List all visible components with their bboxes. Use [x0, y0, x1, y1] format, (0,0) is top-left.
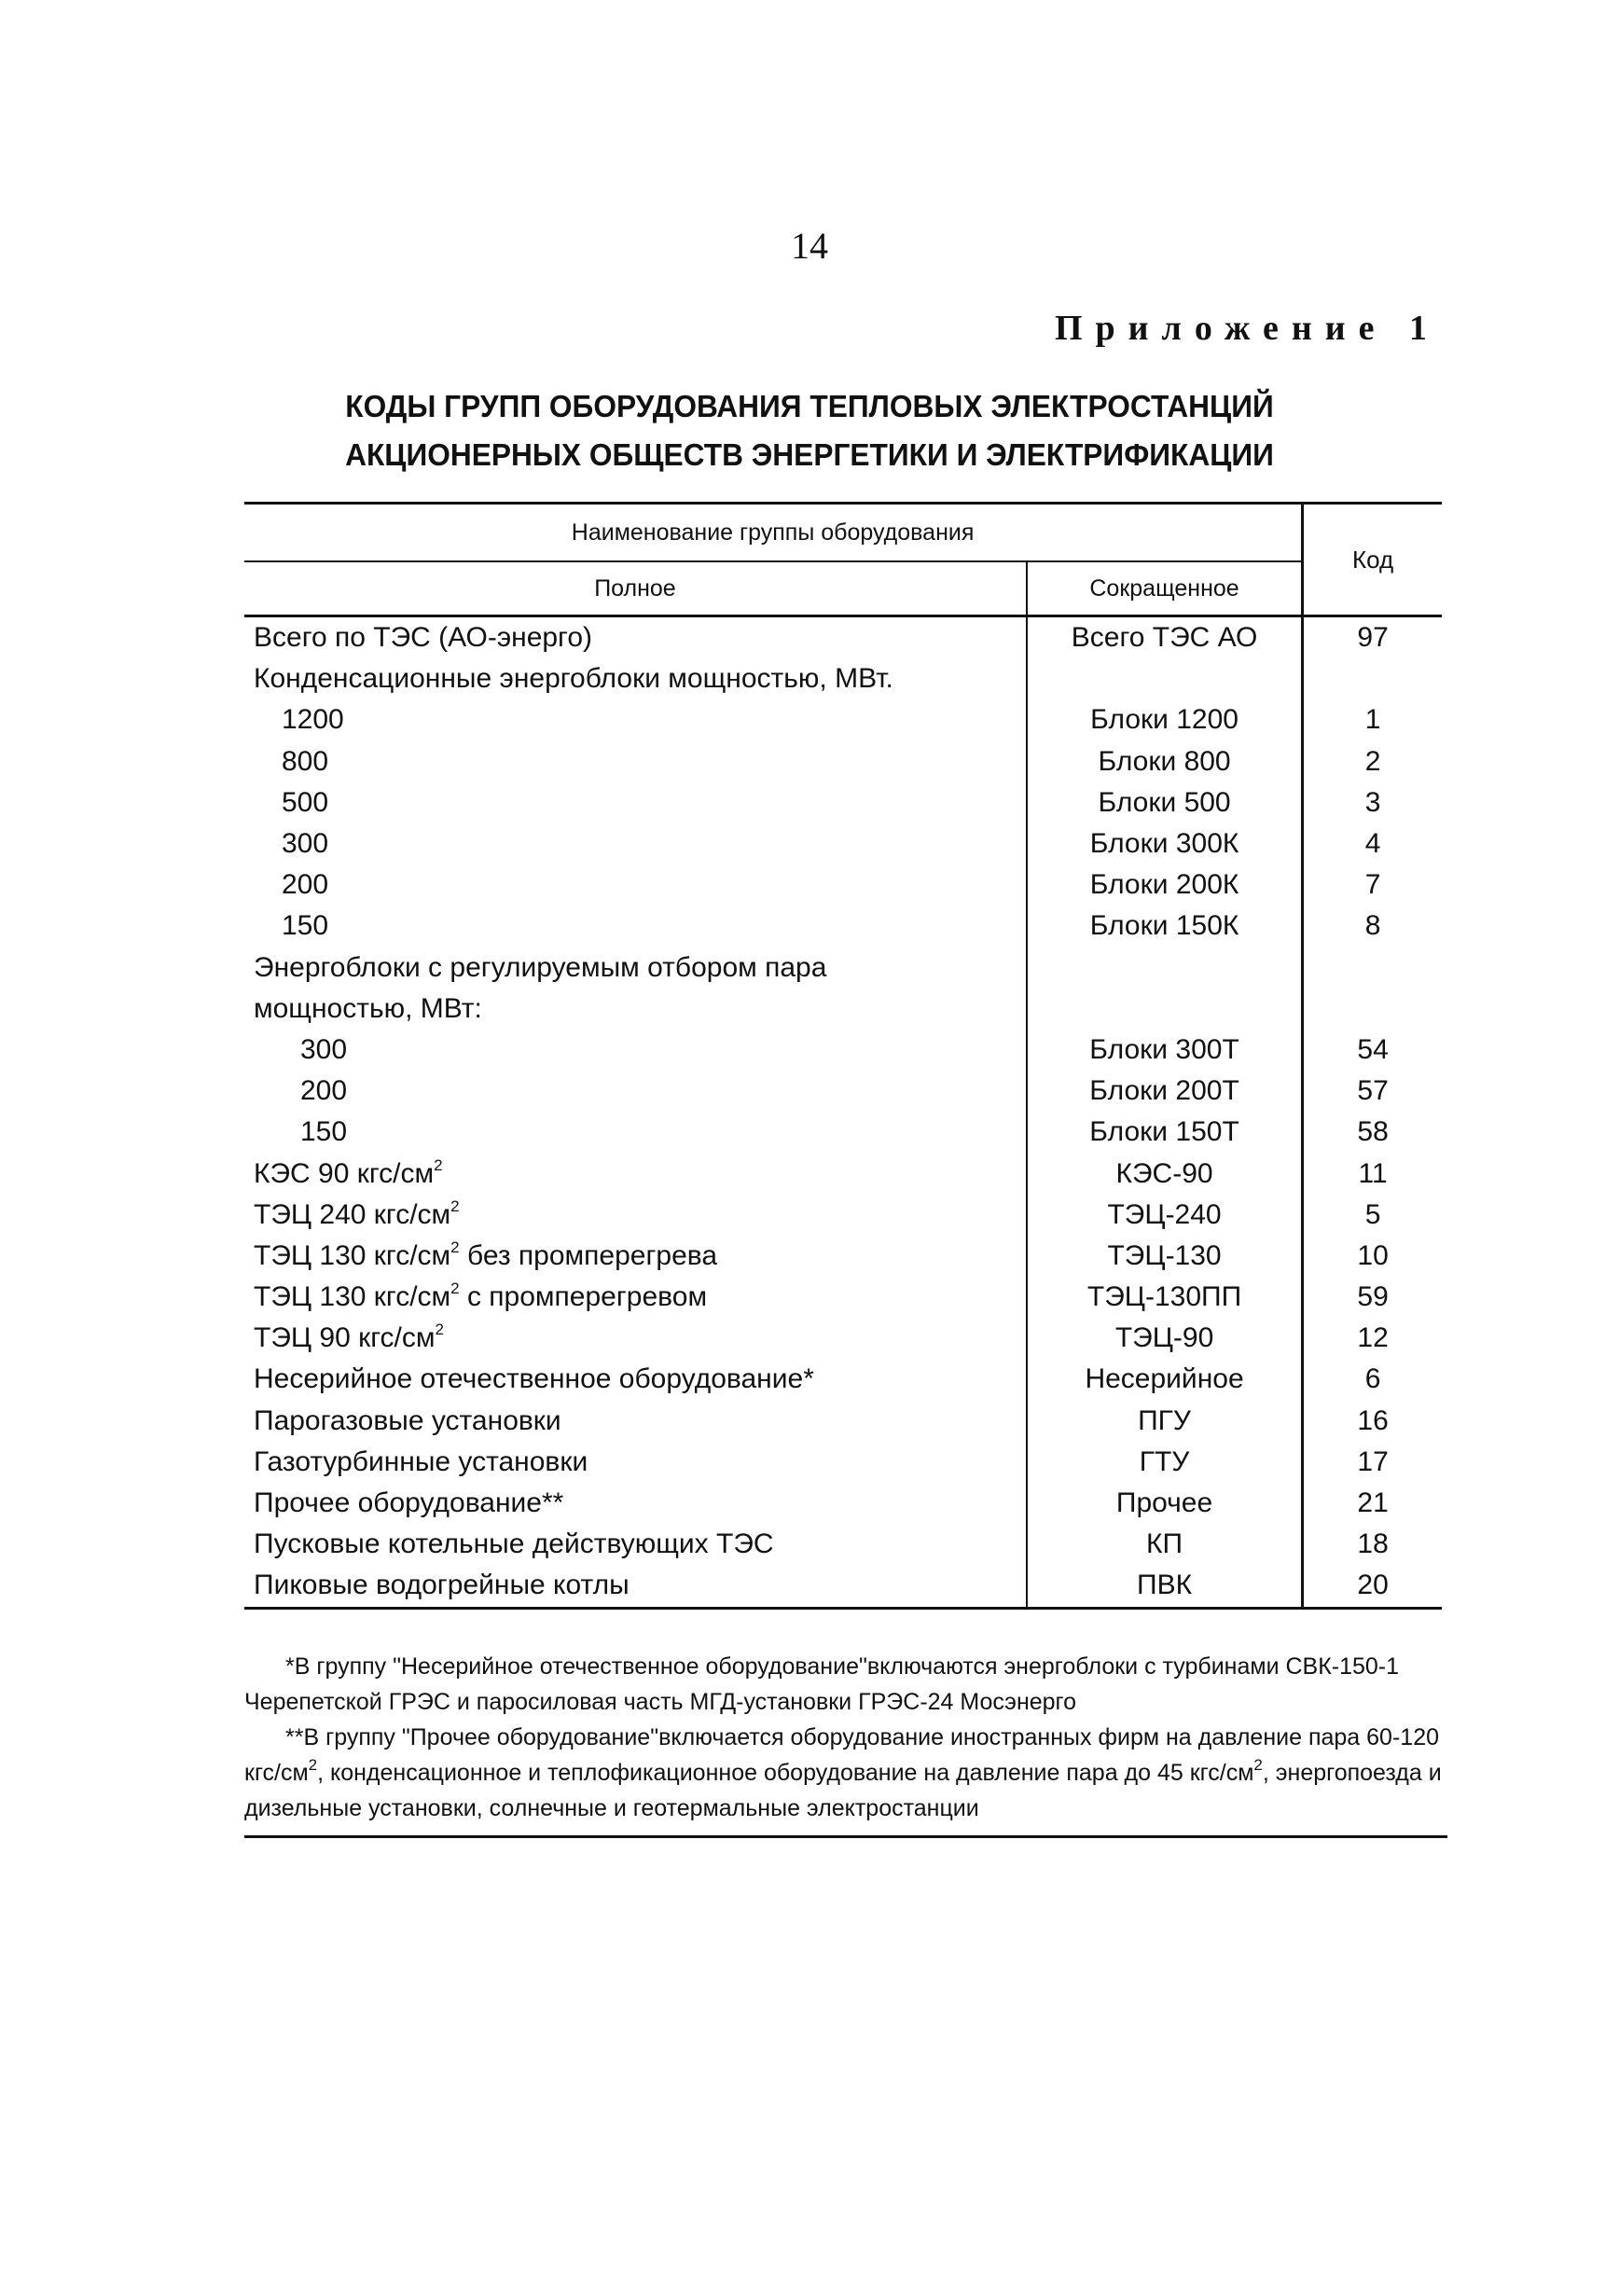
- full-name-text: 200: [300, 1075, 348, 1107]
- cell-code: 7: [1303, 864, 1442, 906]
- table-row: [244, 1153, 1442, 1194]
- full-name-text: 150: [300, 1116, 348, 1148]
- table-row: [244, 1401, 1442, 1442]
- full-name-text: Пиковые водогрейные котлы: [254, 1570, 630, 1601]
- superscript: 2: [308, 1755, 318, 1774]
- cell-short-name: ТЭЦ-130: [1027, 1236, 1303, 1277]
- table-row: [244, 1071, 1442, 1112]
- table-row: [244, 989, 1442, 1030]
- table-body: [244, 616, 1442, 1609]
- full-name-text: Энергоблоки с регулируемым отбором пара: [254, 951, 827, 983]
- cell-code: 1: [1303, 699, 1442, 740]
- cell-full-name: [244, 616, 1027, 659]
- cell-full-name: [244, 1112, 1027, 1153]
- full-name-text: 200: [282, 869, 329, 901]
- full-name-text: Конденсационные энергоблоки мощностью, МВт.: [254, 663, 893, 695]
- cell-code: 11: [1303, 1153, 1442, 1194]
- cell-code: 4: [1303, 823, 1442, 864]
- cell-code: 17: [1303, 1442, 1442, 1483]
- cell-code: 18: [1303, 1524, 1442, 1565]
- superscript: 2: [435, 1321, 444, 1339]
- table-row: [244, 906, 1442, 947]
- table-row: [244, 1565, 1442, 1608]
- cell-short-name: ТЭЦ-240: [1027, 1195, 1303, 1236]
- table-row: [244, 1442, 1442, 1483]
- cell-full-name: [244, 1030, 1027, 1071]
- cell-full-name: [244, 1236, 1027, 1277]
- cell-full-name: [244, 699, 1027, 740]
- cell-short-name: Блоки 300Т: [1027, 1030, 1303, 1071]
- cell-short-name: КП: [1027, 1524, 1303, 1565]
- cell-full-name: [244, 864, 1027, 906]
- cell-code: 6: [1303, 1359, 1442, 1400]
- full-name-text: 300: [282, 828, 329, 860]
- cell-code: 12: [1303, 1318, 1442, 1359]
- cell-short-name: Блоки 800: [1027, 741, 1303, 782]
- cell-full-name: [244, 1318, 1027, 1359]
- cell-short-name: Блоки 200Т: [1027, 1071, 1303, 1112]
- table-row: [244, 1318, 1442, 1359]
- header-short-name: Сокращенное: [1027, 561, 1303, 616]
- cell-code: 8: [1303, 906, 1442, 947]
- bottom-rule: [244, 1835, 1447, 1838]
- full-name-text: ТЭЦ 130 кгс/см: [254, 1281, 451, 1313]
- table-row: [244, 823, 1442, 864]
- cell-full-name: [244, 1071, 1027, 1112]
- table-row: [244, 947, 1442, 989]
- cell-full-name: [244, 1195, 1027, 1236]
- table-row: [244, 1524, 1442, 1565]
- cell-full-name: [244, 1277, 1027, 1318]
- cell-full-name: [244, 658, 1027, 699]
- footnotes: [244, 1649, 1442, 1826]
- cell-short-name: Блоки 150Т: [1027, 1112, 1303, 1153]
- cell-code: 5: [1303, 1195, 1442, 1236]
- cell-code: 16: [1303, 1401, 1442, 1442]
- full-name-text: КЭС 90 кгс/см: [254, 1157, 435, 1189]
- cell-full-name: [244, 782, 1027, 823]
- cell-code: 21: [1303, 1483, 1442, 1524]
- superscript: 2: [450, 1238, 460, 1256]
- cell-short-name: ПВК: [1027, 1565, 1303, 1608]
- cell-code: 2: [1303, 741, 1442, 782]
- full-name-text: мощностью, МВт:: [254, 992, 482, 1024]
- full-name-text: Пусковые котельные действующих ТЭС: [254, 1528, 774, 1560]
- full-name-text: Прочее оборудование**: [254, 1487, 564, 1519]
- cell-short-name: Блоки 150К: [1027, 906, 1303, 947]
- table-row: [244, 1236, 1442, 1277]
- cell-full-name: [244, 1153, 1027, 1194]
- cell-short-name: ПГУ: [1027, 1401, 1303, 1442]
- superscript: 2: [434, 1155, 443, 1174]
- full-name-suffix: с промперегревом: [459, 1281, 708, 1313]
- footnote-other-part-c: , энергопоезда и дизельные установки, солнечные и геотермальные электростанции: [244, 1760, 1442, 1821]
- cell-code: 97: [1303, 616, 1442, 659]
- equipment-codes-table: [244, 502, 1442, 1610]
- full-name-text: 300: [300, 1033, 348, 1065]
- cell-full-name: [244, 823, 1027, 864]
- cell-code: 58: [1303, 1112, 1442, 1153]
- footnote-other-part-b: , конденсационное и теплофикационное оборудование на давление пара до 45 кгс/см: [317, 1760, 1254, 1786]
- superscript: 2: [450, 1196, 460, 1215]
- cell-full-name: [244, 1524, 1027, 1565]
- table-row: [244, 1277, 1442, 1318]
- footnote-other: [244, 1720, 1442, 1826]
- cell-short-name: Блоки 200К: [1027, 864, 1303, 906]
- full-name-text: 150: [282, 910, 329, 942]
- cell-full-name: [244, 989, 1027, 1030]
- cell-short-name: ТЭЦ-90: [1027, 1318, 1303, 1359]
- cell-short-name: КЭС-90: [1027, 1153, 1303, 1194]
- cell-short-name: [1027, 947, 1303, 989]
- superscript: 2: [450, 1279, 460, 1298]
- cell-code: 3: [1303, 782, 1442, 823]
- cell-short-name: ТЭЦ-130ПП: [1027, 1277, 1303, 1318]
- cell-short-name: ГТУ: [1027, 1442, 1303, 1483]
- table-row: [244, 741, 1442, 782]
- footnote-nonserial: *В группу "Несерийное отечественное оборудование"включаются энергоблоки с турбинами СВК-150-1 Черепетской ГРЭС и паросиловая часть МГД-установки ГРЭС-24 Мосэнерго: [244, 1653, 1400, 1715]
- table-row: [244, 1030, 1442, 1071]
- table-row: [244, 1112, 1442, 1153]
- cell-code: 54: [1303, 1030, 1442, 1071]
- table-row: [244, 864, 1442, 906]
- cell-full-name: [244, 741, 1027, 782]
- cell-code: 59: [1303, 1277, 1442, 1318]
- full-name-text: ТЭЦ 130 кгс/см: [254, 1239, 451, 1271]
- document-title: [33, 382, 1587, 479]
- page-number: 14: [791, 225, 828, 267]
- full-name-text: 800: [282, 745, 329, 777]
- full-name-text: Парогазовые установки: [254, 1404, 561, 1436]
- full-name-text: 500: [282, 786, 329, 818]
- cell-code: [1303, 658, 1442, 699]
- cell-short-name: Всего ТЭС АО: [1027, 616, 1303, 659]
- header-group-name: Наименование группы оборудования: [244, 504, 1303, 562]
- title-line-1: КОДЫ ГРУПП ОБОРУДОВАНИЯ ТЕПЛОВЫХ ЭЛЕКТРОСТАНЦИЙ: [345, 389, 1274, 423]
- table-row: [244, 782, 1442, 823]
- cell-code: [1303, 989, 1442, 1030]
- cell-code: 10: [1303, 1236, 1442, 1277]
- cell-code: 20: [1303, 1565, 1442, 1608]
- superscript: 2: [1253, 1755, 1263, 1774]
- footnote-other-part-a: **В группу "Прочее оборудование"включается оборудование иностранных фирм на давление пара 60-120 кгс/см: [244, 1724, 1439, 1786]
- cell-full-name: [244, 906, 1027, 947]
- table-row: [244, 616, 1442, 659]
- cell-short-name: [1027, 658, 1303, 699]
- cell-code: [1303, 947, 1442, 989]
- cell-short-name: [1027, 989, 1303, 1030]
- cell-short-name: Блоки 300К: [1027, 823, 1303, 864]
- table-row: [244, 1483, 1442, 1524]
- full-name-suffix: без промперегрева: [459, 1239, 718, 1271]
- full-name-text: ТЭЦ 90 кгс/см: [254, 1322, 436, 1354]
- header-full-name: Полное: [244, 561, 1027, 616]
- title-line-2: АКЦИОНЕРНЫХ ОБЩЕСТВ ЭНЕРГЕТИКИ И ЭЛЕКТРИФИКАЦИИ: [345, 437, 1274, 472]
- full-name-text: Всего по ТЭС (АО-энерго): [254, 622, 593, 654]
- table-row: [244, 699, 1442, 740]
- full-name-text: Газотурбинные установки: [254, 1445, 588, 1477]
- table-row: [244, 1359, 1442, 1400]
- cell-short-name: Блоки 1200: [1027, 699, 1303, 740]
- full-name-text: Несерийное отечественное оборудование*: [254, 1363, 814, 1395]
- full-name-text: 1200: [282, 704, 344, 736]
- appendix-label: Приложение 1: [1054, 309, 1440, 348]
- cell-full-name: [244, 1401, 1027, 1442]
- cell-full-name: [244, 1565, 1027, 1608]
- cell-full-name: [244, 1359, 1027, 1400]
- cell-code: 57: [1303, 1071, 1442, 1112]
- cell-short-name: Блоки 500: [1027, 782, 1303, 823]
- cell-full-name: [244, 1483, 1027, 1524]
- full-name-text: ТЭЦ 240 кгс/см: [254, 1198, 451, 1230]
- cell-short-name: Несерийное: [1027, 1359, 1303, 1400]
- table-row: [244, 1195, 1442, 1236]
- header-code: Код: [1303, 504, 1442, 616]
- table-row: [244, 658, 1442, 699]
- cell-short-name: Прочее: [1027, 1483, 1303, 1524]
- cell-full-name: [244, 947, 1027, 989]
- cell-full-name: [244, 1442, 1027, 1483]
